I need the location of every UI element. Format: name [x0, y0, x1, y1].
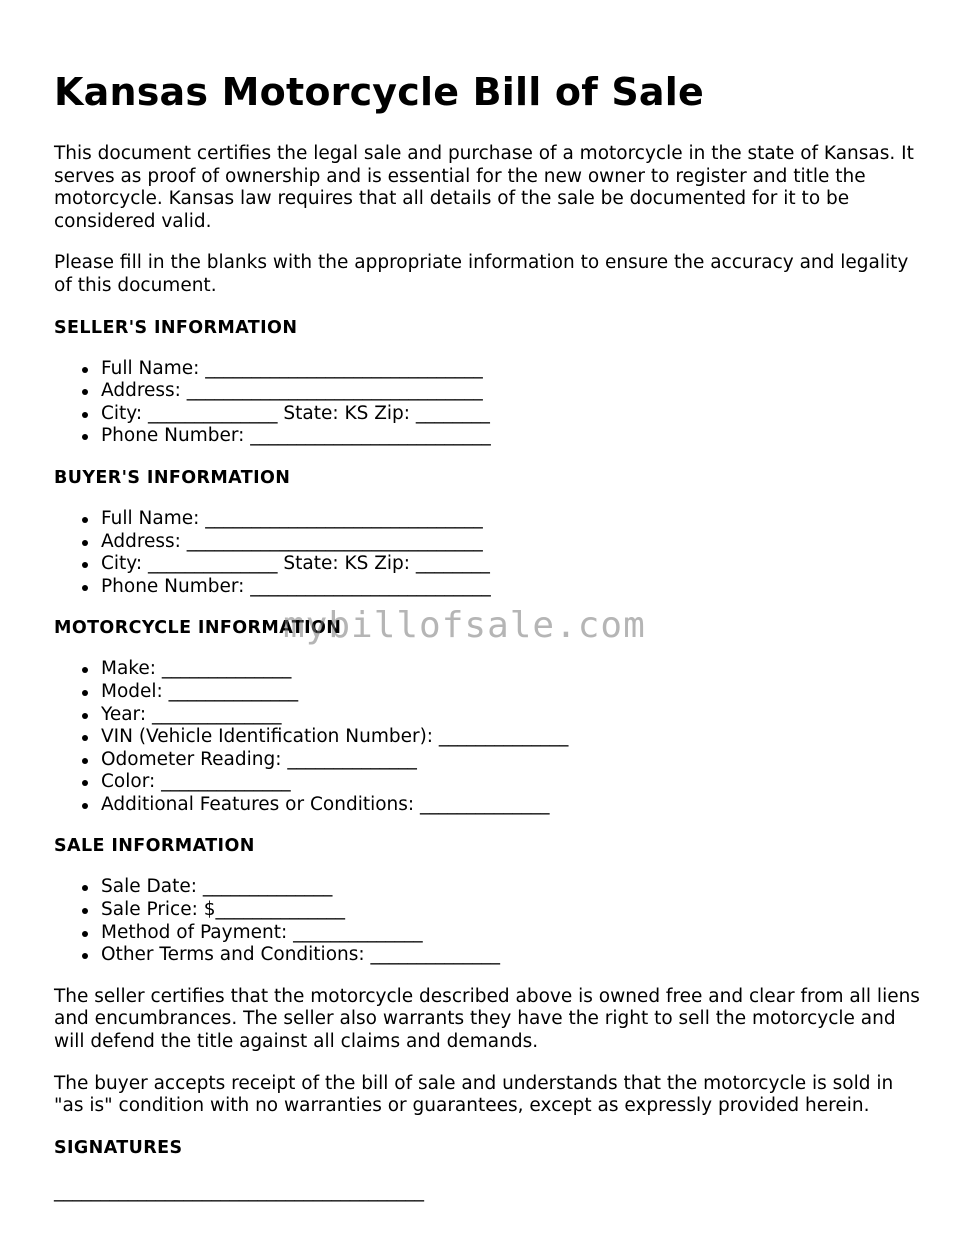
- buyer-phone-field[interactable]: Phone Number: __________________________: [101, 576, 924, 599]
- other-terms-field[interactable]: Other Terms and Conditions: ______________: [101, 944, 924, 967]
- fill-instructions: Please fill in the blanks with the appropriate information to ensure the accuracy and legality of this document.: [54, 252, 909, 296]
- seller-phone-field[interactable]: Phone Number: __________________________: [101, 425, 924, 448]
- color-field[interactable]: Color: ______________: [101, 771, 924, 794]
- buyer-city-state-zip-field[interactable]: City: ______________ State: KS Zip: ________: [101, 553, 924, 576]
- payment-method-field[interactable]: Method of Payment: ______________: [101, 922, 924, 945]
- vin-field[interactable]: VIN (Vehicle Identification Number): ______________: [101, 726, 924, 749]
- buyer-list: [54, 508, 924, 598]
- signature-line[interactable]: ________________________________________: [54, 1180, 424, 1202]
- year-field[interactable]: Year: ______________: [101, 704, 924, 727]
- signatures-heading: SIGNATURES: [54, 1137, 183, 1158]
- sale-price-field[interactable]: Sale Price: $______________: [101, 899, 924, 922]
- odometer-field[interactable]: Odometer Reading: ______________: [101, 749, 924, 772]
- watermark-text: mybillofsale.com: [283, 605, 646, 646]
- seller-certification: The seller certifies that the motorcycle described above is owned free and clear from all liens and encumbrances. The seller also warrants they have the right to sell the motorcycle and will defend the title against all claims and demands.: [54, 985, 920, 1053]
- document-title: Kansas Motorcycle Bill of Sale: [54, 70, 704, 114]
- buyer-heading: BUYER'S INFORMATION: [54, 467, 291, 488]
- buyer-full-name-field[interactable]: Full Name: ______________________________: [101, 508, 924, 531]
- sale-heading: SALE INFORMATION: [54, 836, 255, 857]
- seller-full-name-field[interactable]: Full Name: ______________________________: [101, 358, 924, 381]
- make-field[interactable]: Make: ______________: [101, 658, 924, 681]
- additional-features-field[interactable]: Additional Features or Conditions: ______________: [101, 794, 924, 817]
- intro-paragraph: This document certifies the legal sale and purchase of a motorcycle in the state of Kansas. It serves as proof of ownership and is essential for the new owner to register and title the motorcycle. Kansas law requires that all details of the sale be documented for it to be considered valid.: [54, 143, 914, 232]
- buyer-address-field[interactable]: Address: ________________________________: [101, 531, 924, 554]
- document-page: [54, 0, 924, 1203]
- buyer-acceptance: The buyer accepts receipt of the bill of sale and understands that the motorcycle is sold in "as is" condition with no warranties or guarantees, except as expressly provided herein.: [54, 1072, 894, 1117]
- seller-city-state-zip-field[interactable]: City: ______________ State: KS Zip: ________: [101, 403, 924, 426]
- seller-address-field[interactable]: Address: ________________________________: [101, 380, 924, 403]
- seller-heading: SELLER'S INFORMATION: [54, 317, 298, 338]
- sale-date-field[interactable]: Sale Date: ______________: [101, 876, 924, 899]
- seller-list: [54, 358, 924, 448]
- model-field[interactable]: Model: ______________: [101, 681, 924, 704]
- motorcycle-heading: MOTORCYCLE INFORMATION: [54, 618, 342, 639]
- motorcycle-list: [54, 658, 924, 816]
- sale-list: [54, 876, 924, 966]
